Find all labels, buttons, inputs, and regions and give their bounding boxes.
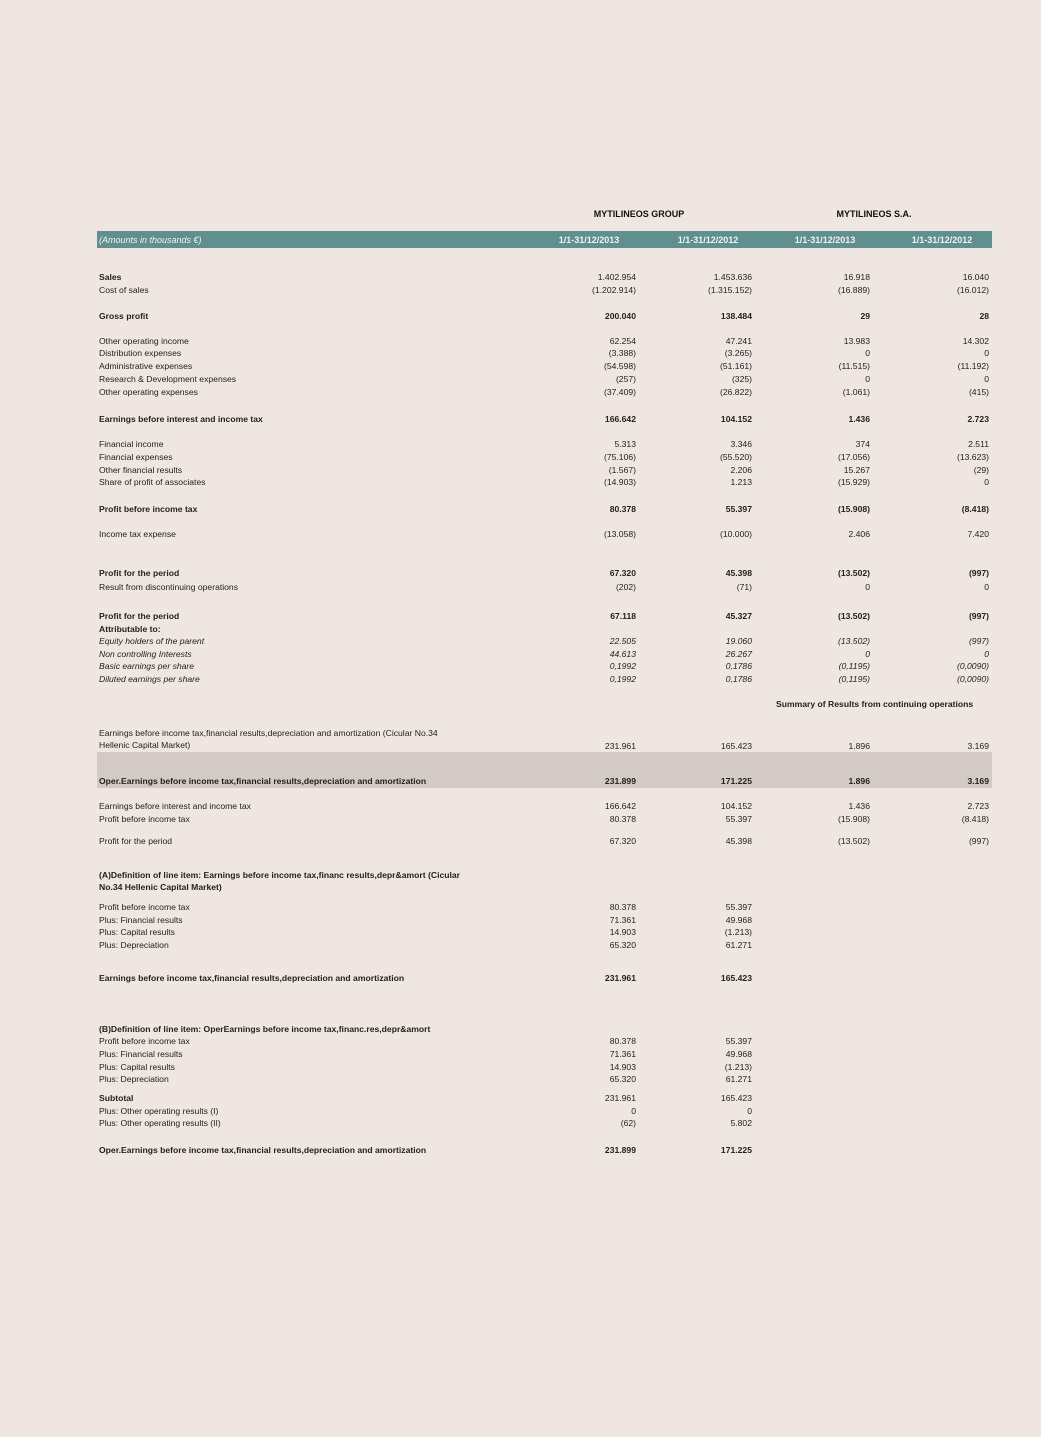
row-defa-financial: [0, 914, 1041, 926]
row-label: Financial income: [99, 439, 164, 449]
cell: (13.502): [837, 568, 870, 578]
cell: (0,0090): [956, 674, 989, 684]
cell: 2.511: [968, 439, 989, 449]
row-summary-pbt: [0, 813, 1041, 825]
row-label: Plus: Financial results: [99, 1049, 183, 1059]
cell: (1.202.914): [592, 285, 636, 295]
cell: 231.899: [604, 1145, 636, 1155]
row-label: Other operating income: [99, 336, 189, 346]
cell: 67.320: [609, 568, 636, 578]
cell: 0,1992: [609, 674, 636, 684]
row-label: Plus: Capital results: [99, 1062, 175, 1072]
cell: 1.436: [848, 414, 870, 424]
row-other-financial-results: [0, 464, 1041, 476]
cell: 71.361: [609, 1049, 636, 1059]
cell: 0: [631, 1106, 636, 1116]
cell: 55.397: [725, 504, 752, 514]
cell: (202): [615, 582, 636, 592]
cell: 55.397: [725, 814, 752, 824]
cell: (55.520): [719, 452, 752, 462]
row-label: Earnings before interest and income tax: [99, 414, 263, 424]
title-line: No.34 Hellenic Capital Market): [99, 882, 222, 892]
cell: (11.515): [838, 361, 870, 371]
cell: (17.056): [837, 452, 870, 462]
cell: 5.313: [614, 439, 636, 449]
row-defb-pbt: [0, 1035, 1041, 1047]
cell: (997): [968, 836, 989, 846]
cell: 0,1786: [725, 661, 752, 671]
row-profit-for-period-total: [0, 610, 1041, 622]
cell: 0: [984, 477, 989, 487]
cell: (15.908): [837, 814, 870, 824]
cell: (71): [736, 582, 752, 592]
table-header-bar: [97, 231, 992, 248]
row-label: Oper.Earnings before income tax,financial results,depreciation and amortization: [99, 1145, 427, 1155]
cell: 165.423: [720, 1093, 752, 1103]
cell: (15.908): [837, 504, 870, 514]
group-column-title: MYTILINEOS GROUP: [593, 209, 685, 219]
row-label: Plus: Financial results: [99, 915, 183, 925]
cell: (13.502): [837, 636, 870, 646]
cell: 22.505: [609, 636, 636, 646]
cell: (1.061): [842, 387, 870, 397]
period-header: 1/1-31/12/2013: [794, 235, 856, 245]
row-cost-of-sales: [0, 284, 1041, 296]
cell: 16.918: [843, 272, 870, 282]
cell: (997): [968, 611, 989, 621]
row-attributable-heading: [0, 623, 1041, 635]
cell: (325): [731, 374, 752, 384]
cell: 45.398: [725, 568, 752, 578]
cell: 171.225: [720, 776, 752, 786]
cell: (13.058): [603, 529, 636, 539]
cell: 0,1992: [609, 661, 636, 671]
cell: 44.613: [609, 649, 636, 659]
cell: 1.213: [730, 477, 752, 487]
row-research-expenses: [0, 373, 1041, 385]
row-label: Gross profit: [99, 311, 149, 321]
row-label: Subtotal: [99, 1093, 134, 1103]
row-label: Income tax expense: [99, 529, 176, 539]
row-ebit: [0, 413, 1041, 425]
cell: (1.315.152): [708, 285, 752, 295]
cell: 231.961: [604, 973, 636, 983]
cell: 0: [865, 348, 870, 358]
cell: 67.118: [610, 611, 636, 621]
row-label: Financial expenses: [99, 452, 173, 462]
row-profit-before-tax: [0, 503, 1041, 515]
row-defb-total: [0, 1144, 1041, 1156]
cell: 138.484: [720, 311, 752, 321]
row-label: Profit before income tax: [99, 1036, 190, 1046]
cell: (29): [973, 465, 989, 475]
cell: (75.106): [603, 452, 636, 462]
label-line: Earnings before income tax,financial results,depreciation and amortization (Cicular No.34: [99, 728, 438, 738]
row-defa-total: [0, 972, 1041, 984]
cell: 0: [984, 374, 989, 384]
row-label: Earnings before interest and income tax: [99, 801, 251, 811]
cell: 61.271: [725, 1074, 752, 1084]
row-defb-other-2: [0, 1117, 1041, 1129]
row-defa-pbt: [0, 901, 1041, 913]
cell: (0,1195): [838, 661, 870, 671]
cell: 171.225: [720, 1145, 752, 1155]
cell: 65.320: [609, 940, 636, 950]
row-defa-capital: [0, 926, 1041, 938]
row-financial-income: [0, 438, 1041, 450]
cell: (3.265): [724, 348, 752, 358]
cell: 374: [855, 439, 870, 449]
cell: 5.802: [730, 1118, 752, 1128]
cell: (8.418): [961, 814, 989, 824]
row-sales: [0, 271, 1041, 283]
row-label: Profit before income tax: [99, 504, 198, 514]
row-income-tax: [0, 528, 1041, 540]
row-label: Plus: Depreciation: [99, 1074, 169, 1084]
cell: 80.378: [609, 1036, 636, 1046]
row-label: Diluted earnings per share: [99, 674, 200, 684]
row-label: Profit before income tax: [99, 814, 190, 824]
row-label: Share of profit of associates: [99, 477, 206, 487]
cell: 49.968: [725, 915, 752, 925]
cell: 49.968: [725, 1049, 752, 1059]
row-other-operating-expenses: [0, 386, 1041, 398]
row-distribution-expenses: [0, 347, 1041, 359]
cell: 45.327: [725, 611, 752, 621]
cell: 29: [860, 311, 870, 321]
cell: 0: [984, 649, 989, 659]
cell: 55.397: [725, 902, 752, 912]
row-label: Profit before income tax: [99, 902, 190, 912]
cell: (51.161): [719, 361, 752, 371]
cell: 47.241: [725, 336, 752, 346]
row-summary-profit: [0, 835, 1041, 847]
cell: (26.822): [719, 387, 752, 397]
cell: 165.423: [720, 741, 752, 751]
cell: 3.346: [730, 439, 752, 449]
cell: 0: [865, 649, 870, 659]
cell: 19.060: [725, 636, 752, 646]
period-header: 1/1-31/12/2012: [677, 235, 739, 245]
cell: 7.420: [967, 529, 989, 539]
cell: (1.213): [724, 927, 752, 937]
row-share-of-associates: [0, 476, 1041, 488]
row-label: (B)Definition of line item: OperEarnings before income tax,financ.res,depr&amort: [99, 1024, 431, 1034]
row-defb-financial: [0, 1048, 1041, 1060]
amounts-note: (Amounts in thousands €): [99, 235, 202, 245]
cell: 28: [979, 311, 989, 321]
definition-a-title: [99, 869, 460, 893]
period-header: 1/1-31/12/2012: [911, 235, 973, 245]
cell: 14.903: [609, 1062, 636, 1072]
cell: (15.929): [837, 477, 870, 487]
cell: 71.361: [609, 915, 636, 925]
row-non-controlling: [0, 648, 1041, 660]
cell: 67.320: [609, 836, 636, 846]
cell: 14.903: [609, 927, 636, 937]
cell: (37.409): [603, 387, 636, 397]
row-label: Result from discontinuing operations: [99, 582, 239, 592]
cell: (13.623): [956, 452, 989, 462]
cell: 231.961: [604, 1093, 636, 1103]
cell: (3.388): [608, 348, 636, 358]
summary-title: Summary of Results from continuing operations: [776, 699, 974, 709]
cell: 26.267: [725, 649, 752, 659]
cell: 0,1786: [725, 674, 752, 684]
row-basic-eps: [0, 660, 1041, 672]
cell: 166.642: [604, 801, 636, 811]
row-diluted-eps: [0, 673, 1041, 685]
row-defb-depreciation: [0, 1073, 1041, 1085]
cell: (1.567): [608, 465, 636, 475]
cell: 2.723: [967, 801, 989, 811]
cell: (54.598): [603, 361, 636, 371]
cell: (415): [968, 387, 989, 397]
row-defb-capital: [0, 1061, 1041, 1073]
cell: 65.320: [609, 1074, 636, 1084]
row-gross-profit: [0, 310, 1041, 322]
row-label: Profit for the period: [99, 836, 173, 846]
cell: 80.378: [609, 504, 636, 514]
cell: 61.271: [725, 940, 752, 950]
cell: 45.398: [725, 836, 752, 846]
cell: (257): [615, 374, 636, 384]
label-line: Hellenic Capital Market): [99, 740, 191, 750]
cell: (10.000): [719, 529, 752, 539]
row-defb-subtotal: [0, 1092, 1041, 1104]
row-administrative-expenses: [0, 360, 1041, 372]
row-label: Oper.Earnings before income tax,financial results,depreciation and amortization: [99, 776, 427, 786]
cell: (0,0090): [956, 661, 989, 671]
row-label: Plus: Capital results: [99, 927, 175, 937]
row-oper-ebitda: [0, 775, 1041, 787]
cell: (0,1195): [838, 674, 870, 684]
row-label: Equity holders of the parent: [99, 636, 205, 646]
cell: 165.423: [720, 973, 752, 983]
row-label: Plus: Depreciation: [99, 940, 169, 950]
row-discontinued-operations: [0, 581, 1041, 593]
row-label: Basic earnings per share: [99, 661, 195, 671]
cell: 16.040: [962, 272, 989, 282]
cell: (14.903): [603, 477, 636, 487]
row-label: Profit for the period: [99, 611, 180, 621]
cell: 0: [984, 582, 989, 592]
cell: (11.192): [957, 361, 989, 371]
cell: 0: [865, 582, 870, 592]
row-ebitda-circular: [0, 740, 1041, 752]
row-label: Sales: [99, 272, 122, 282]
row-profit-for-period: [0, 567, 1041, 579]
cell: 2.723: [967, 414, 989, 424]
cell: 104.152: [720, 414, 752, 424]
cell: 104.152: [720, 801, 752, 811]
period-header: 1/1-31/12/2013: [558, 235, 620, 245]
row-label: Plus: Other operating results (II): [99, 1118, 221, 1128]
cell: (16.012): [956, 285, 989, 295]
title-line: (A)Definition of line item: Earnings before income tax,financ results,depr&amort (Cicular: [99, 870, 460, 880]
cell: 62.254: [609, 336, 636, 346]
row-label: Other financial results: [99, 465, 183, 475]
row-label: Cost of sales: [99, 285, 149, 295]
cell: (13.502): [837, 836, 870, 846]
row-label: Earnings before income tax,financial results,depreciation and amortization: [99, 973, 405, 983]
cell: 1.402.954: [597, 272, 636, 282]
cell: (997): [968, 636, 989, 646]
cell: (13.502): [837, 611, 870, 621]
cell: 80.378: [609, 902, 636, 912]
row-label: Non controlling Interests: [99, 649, 192, 659]
row-label: Profit for the period: [99, 568, 180, 578]
cell: 2.206: [730, 465, 752, 475]
cell: 1.896: [848, 741, 870, 751]
cell: 1.436: [848, 801, 870, 811]
cell: 2.406: [848, 529, 870, 539]
cell: (62): [620, 1118, 636, 1128]
cell: 15.267: [843, 465, 870, 475]
cell: 0: [865, 374, 870, 384]
cell: 13.983: [843, 336, 870, 346]
company-column-title: MYTILINEOS S.A.: [836, 209, 912, 219]
cell: (16.889): [837, 285, 870, 295]
row-label: Plus: Other operating results (I): [99, 1106, 219, 1116]
row-financial-expenses: [0, 451, 1041, 463]
cell: 80.378: [609, 814, 636, 824]
cell: 1.453.636: [713, 272, 752, 282]
cell: 166.642: [604, 414, 636, 424]
row-label: Attributable to:: [99, 624, 161, 634]
cell: 231.899: [604, 776, 636, 786]
cell: 0: [984, 348, 989, 358]
row-defb-other-1: [0, 1105, 1041, 1117]
row-label: Administrative expenses: [99, 361, 193, 371]
cell: (8.418): [961, 504, 989, 514]
cell: (997): [968, 568, 989, 578]
cell: (1.213): [724, 1062, 752, 1072]
cell: 0: [747, 1106, 752, 1116]
row-defa-depreciation: [0, 939, 1041, 951]
cell: 3.169: [967, 776, 989, 786]
cell: 200.040: [604, 311, 636, 321]
row-label: Distribution expenses: [99, 348, 182, 358]
cell: 231.961: [604, 741, 636, 751]
cell: 1.896: [848, 776, 870, 786]
row-label: Research & Development expenses: [99, 374, 237, 384]
cell: 3.169: [967, 741, 989, 751]
cell: 55.397: [725, 1036, 752, 1046]
row-summary-ebit: [0, 800, 1041, 812]
definition-b-title: [0, 1023, 1041, 1035]
row-label: Other operating expenses: [99, 387, 198, 397]
row-equity-holders: [0, 635, 1041, 647]
row-other-operating-income: [0, 335, 1041, 347]
cell: 14.302: [962, 336, 989, 346]
